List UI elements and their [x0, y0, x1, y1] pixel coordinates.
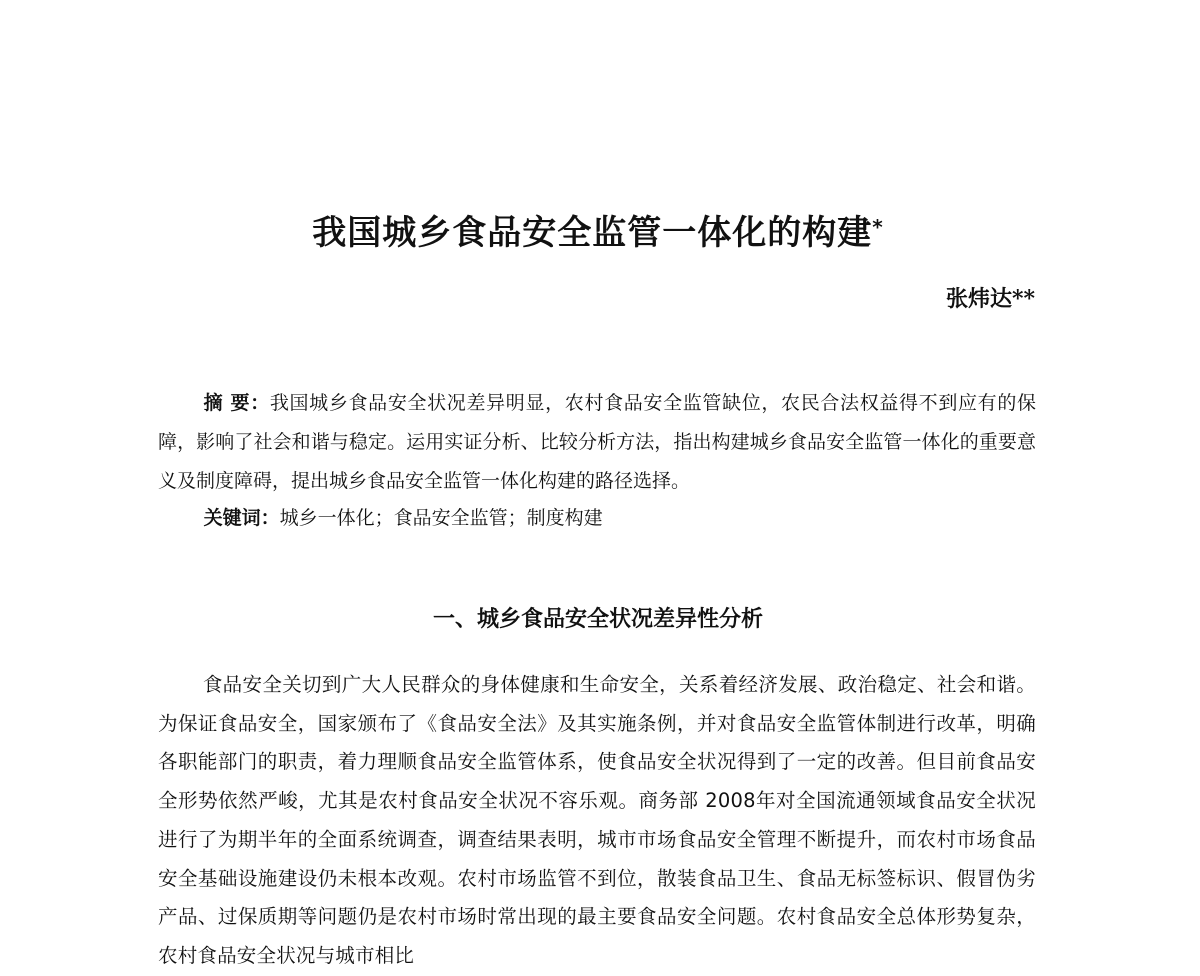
section-heading: 一、城乡食品安全状况差异性分析 [432, 607, 763, 632]
author-name: 张炜达** [945, 286, 1035, 312]
keywords-text: 城乡一体化；食品安全监管；制度构建 [279, 507, 603, 529]
keywords-line [158, 500, 1036, 536]
abstract-text: 我国城乡食品安全状况差异明显，农村食品安全监管缺位，农民合法权益得不到应有的保障，影响了社会和谐与稳定。运用实证分析、比较分析方法，指出构建城乡食品安全监管一体化的重要意义及制度障碍，提出城乡食品安全监管一体化构建的路径选择。 [158, 392, 1036, 492]
abstract-label: 摘 要： [203, 392, 270, 414]
keywords-label: 关键词： [203, 507, 280, 529]
paper-title [160, 208, 1036, 258]
title-footnote-mark: * [872, 215, 884, 239]
body-paragraph: 食品安全关切到广大人民群众的身体健康和生命安全，关系着经济发展、政治稳定、社会和谐。为保证食品安全，国家颁布了《食品安全法》及其实施条例，并对食品安全监管体制进行改革，明确各职能部门的职责，着力理顺食品安全监管体系，使食品安全状况得到了一定的改善。但目前食品安全形势依然严峻，尤其是农村食品安全状况不容乐观。商务部 2008年对全国流通领域食品安全状况进行了为期半年的全面系统调查，调查结果表明，城市市场食品安全管理不断提升，而农村市场食品安全基础设施建设仍未根本改观。农村市场监管不到位，散装食品卫生、食品无标签标识、假冒伪劣产品、过保质期等问题仍是农村市场时常出现的最主要食品安全问题。农村食品安全总体形势复杂，农村食品安全状况与城市相比 [158, 673, 1036, 967]
abstract-paragraph [158, 384, 1036, 501]
paper-title-text: 我国城乡食品安全监管一体化的构建 [312, 213, 873, 253]
